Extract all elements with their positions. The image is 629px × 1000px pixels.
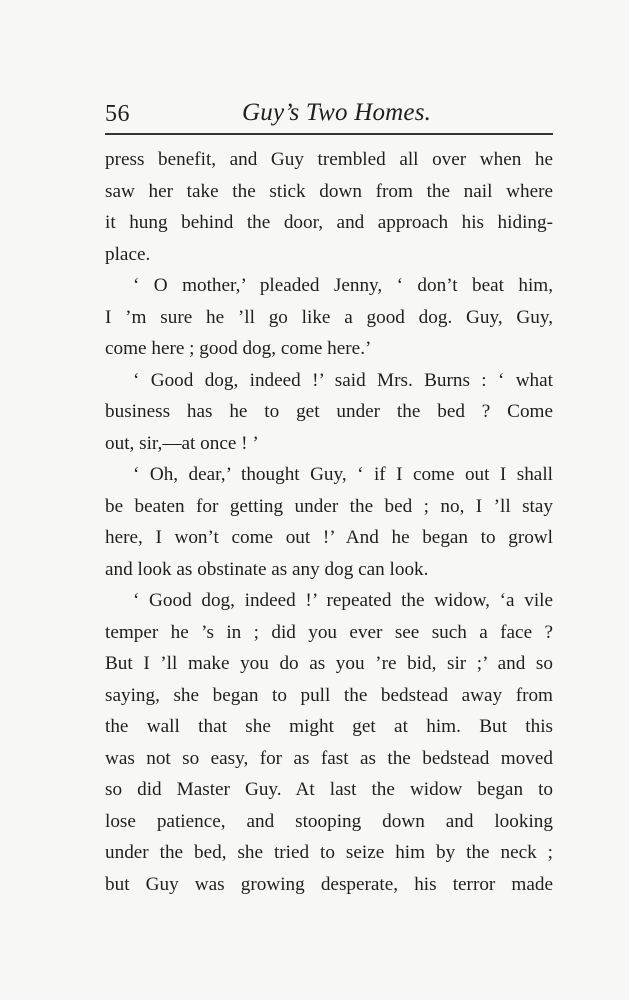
text-line: business has he to get under the bed ? Come [105, 401, 553, 422]
text-line: be beaten for getting under the bed ; no, I ’ll stay [105, 495, 553, 517]
text-line: ‘ O mother,’ pleaded Jenny, ‘ don’t beat him, [133, 275, 553, 296]
text-line: lose patience, and stooping down and looking [105, 810, 553, 832]
page-header [105, 95, 553, 135]
text-line: and look as obstinate as any dog can look. [105, 558, 429, 580]
text-line: But I ’ll make you do as you ’re bid, sir ;’ and so [105, 653, 553, 674]
text-line: temper he ’s in ; did you ever see such a face ? [105, 621, 553, 643]
text-line: the wall that she might get at him. But this [105, 716, 553, 737]
text-line: it hung behind the door, and approach his hiding- [105, 212, 553, 233]
text-line: here, I won’t come out !’ And he began to growl [105, 527, 553, 548]
page-number: 56 [105, 101, 130, 127]
text-line: ‘ Good dog, indeed !’ said Mrs. Burns : ‘ what [133, 369, 553, 391]
running-title: Guy’s Two Homes. [242, 99, 432, 126]
text-line: out, sir,—at once ! ’ [105, 432, 259, 454]
text-line: saw her take the stick down from the nail where [105, 180, 553, 202]
text-line: come here ; good dog, come here.’ [105, 338, 372, 359]
text-line: saying, she began to pull the bedstead away from [105, 684, 553, 706]
body-text [105, 144, 553, 895]
text-line: but Guy was growing desperate, his terror made [105, 873, 553, 895]
text-line: so did Master Guy. At last the widow began to [105, 779, 553, 800]
text-line: press benefit, and Guy trembled all over when he [105, 149, 553, 170]
header-rule [105, 133, 553, 135]
text-line: place. [105, 243, 151, 265]
text-line: ‘ Oh, dear,’ thought Guy, ‘ if I come out I shall [133, 464, 553, 485]
text-line: was not so easy, for as fast as the bedstead moved [105, 747, 553, 769]
text-line: ‘ Good dog, indeed !’ repeated the widow, ‘a vile [133, 590, 553, 611]
text-line: I ’m sure he ’ll go like a good dog. Guy, Guy, [105, 306, 553, 328]
text-line: under the bed, she tried to seize him by the neck ; [105, 842, 553, 863]
